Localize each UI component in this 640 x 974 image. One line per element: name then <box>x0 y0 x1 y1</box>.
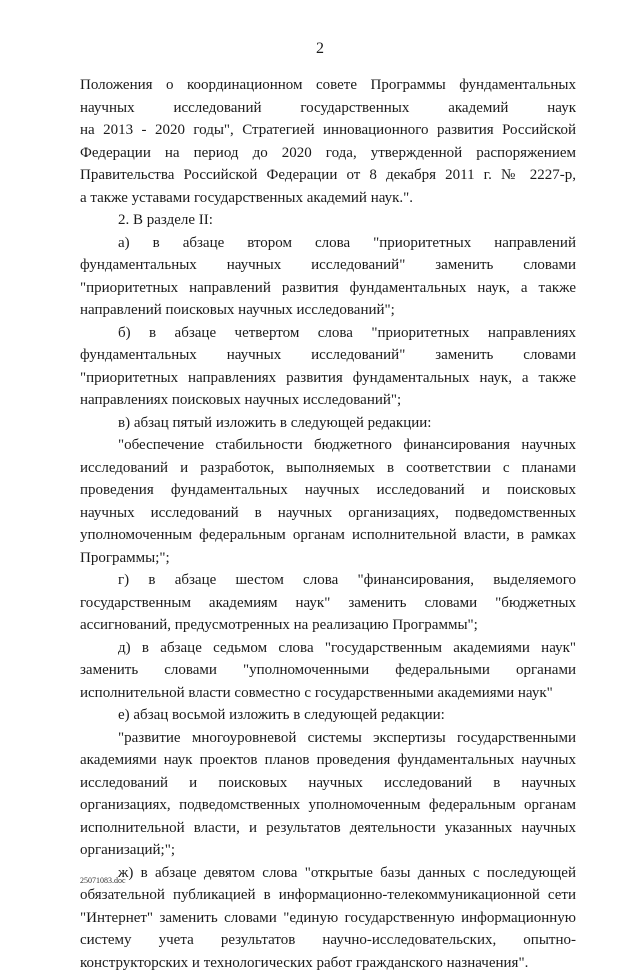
text-line: научных исследований в научных организациях, подведомственных <box>80 502 576 525</box>
text-line: г) в абзаце шестом слова "финансирования, выделяемого <box>80 569 576 592</box>
text-line: Правительства Российской Федерации от 8 декабря 2011 г. № 2227-р, <box>80 164 576 187</box>
text-line: "обеспечение стабильности бюджетного финансирования научных <box>80 434 576 457</box>
document-body <box>80 74 576 974</box>
text-line: исполнительной власти совместно с государственными академиями наук" <box>80 682 576 705</box>
text-line: е) абзац восьмой изложить в следующей редакции: <box>80 704 576 727</box>
text-line: конструкторских и технологических работ гражданского назначения". <box>80 952 576 974</box>
page-number: 2 <box>0 39 640 59</box>
text-line: заменить словами "уполномоченными федеральными органами <box>80 659 576 682</box>
text-line: государственным академиям наук" заменить словами "бюджетных <box>80 592 576 615</box>
text-line: направлениях поисковых научных исследований"; <box>80 389 576 412</box>
paragraph-e-quote <box>80 727 576 862</box>
text-line: Положения о координационном совете Программы фундаментальных <box>80 74 576 97</box>
paragraph-e <box>80 704 576 727</box>
text-line: "развитие многоуровневой системы экспертизы государственными <box>80 727 576 750</box>
text-line: Программы;"; <box>80 547 576 570</box>
text-line: б) в абзаце четвертом слова "приоритетных направлениях <box>80 322 576 345</box>
text-line: Федерации на период до 2020 года, утвержденной распоряжением <box>80 142 576 165</box>
text-line: исполнительной власти, и результатов деятельности указанных научных <box>80 817 576 840</box>
footer-file-label: 25071083.doc <box>80 876 126 886</box>
text-line: научных исследований государственных академий наук <box>80 97 576 120</box>
text-line: д) в абзаце седьмом слова "государственным академиями наук" <box>80 637 576 660</box>
text-line: "Интернет" заменить словами "единую государственную информационную <box>80 907 576 930</box>
paragraph-g <box>80 569 576 637</box>
text-line: академиями наук проектов планов проведения фундаментальных научных <box>80 749 576 772</box>
text-line: "приоритетных направлениях развития фундаментальных наук, а также <box>80 367 576 390</box>
text-line: организациях, подведомственных уполномоченным федеральным органам <box>80 794 576 817</box>
text-line: а также уставами государственных академий наук.". <box>80 187 576 210</box>
text-line: обязательной публикацией в информационно-телекоммуникационной сети <box>80 884 576 907</box>
text-line: а) в абзаце втором слова "приоритетных направлений <box>80 232 576 255</box>
text-line: исследований и поисковых научных исследований в научных <box>80 772 576 795</box>
paragraph-b <box>80 322 576 412</box>
text-line: уполномоченным федеральным органам исполнительной власти, в рамках <box>80 524 576 547</box>
paragraph-d <box>80 637 576 705</box>
text-line: фундаментальных научных исследований" заменить словами <box>80 344 576 367</box>
text-line: "приоритетных направлений развития фундаментальных наук, а также <box>80 277 576 300</box>
paragraph-zh <box>80 862 576 974</box>
paragraph-a <box>80 232 576 322</box>
text-line: ассигнований, предусмотренных на реализацию Программы"; <box>80 614 576 637</box>
text-line: фундаментальных научных исследований" заменить словами <box>80 254 576 277</box>
paragraph-section-2 <box>80 209 576 232</box>
text-line: в) абзац пятый изложить в следующей редакции: <box>80 412 576 435</box>
paragraph-intro <box>80 74 576 209</box>
text-line: систему учета результатов научно-исследовательских, опытно- <box>80 929 576 952</box>
paragraph-v-quote <box>80 434 576 569</box>
text-line: организаций;"; <box>80 839 576 862</box>
text-line: на 2013 - 2020 годы", Стратегией инновационного развития Российской <box>80 119 576 142</box>
text-line: ж) в абзаце девятом слова "открытые базы данных с последующей <box>80 862 576 885</box>
text-line: 2. В разделе II: <box>80 209 576 232</box>
text-line: направлений поисковых научных исследований"; <box>80 299 576 322</box>
paragraph-v <box>80 412 576 435</box>
text-line: проведения фундаментальных научных исследований и поисковых <box>80 479 576 502</box>
text-line: исследований и разработок, выполняемых в соответствии с планами <box>80 457 576 480</box>
